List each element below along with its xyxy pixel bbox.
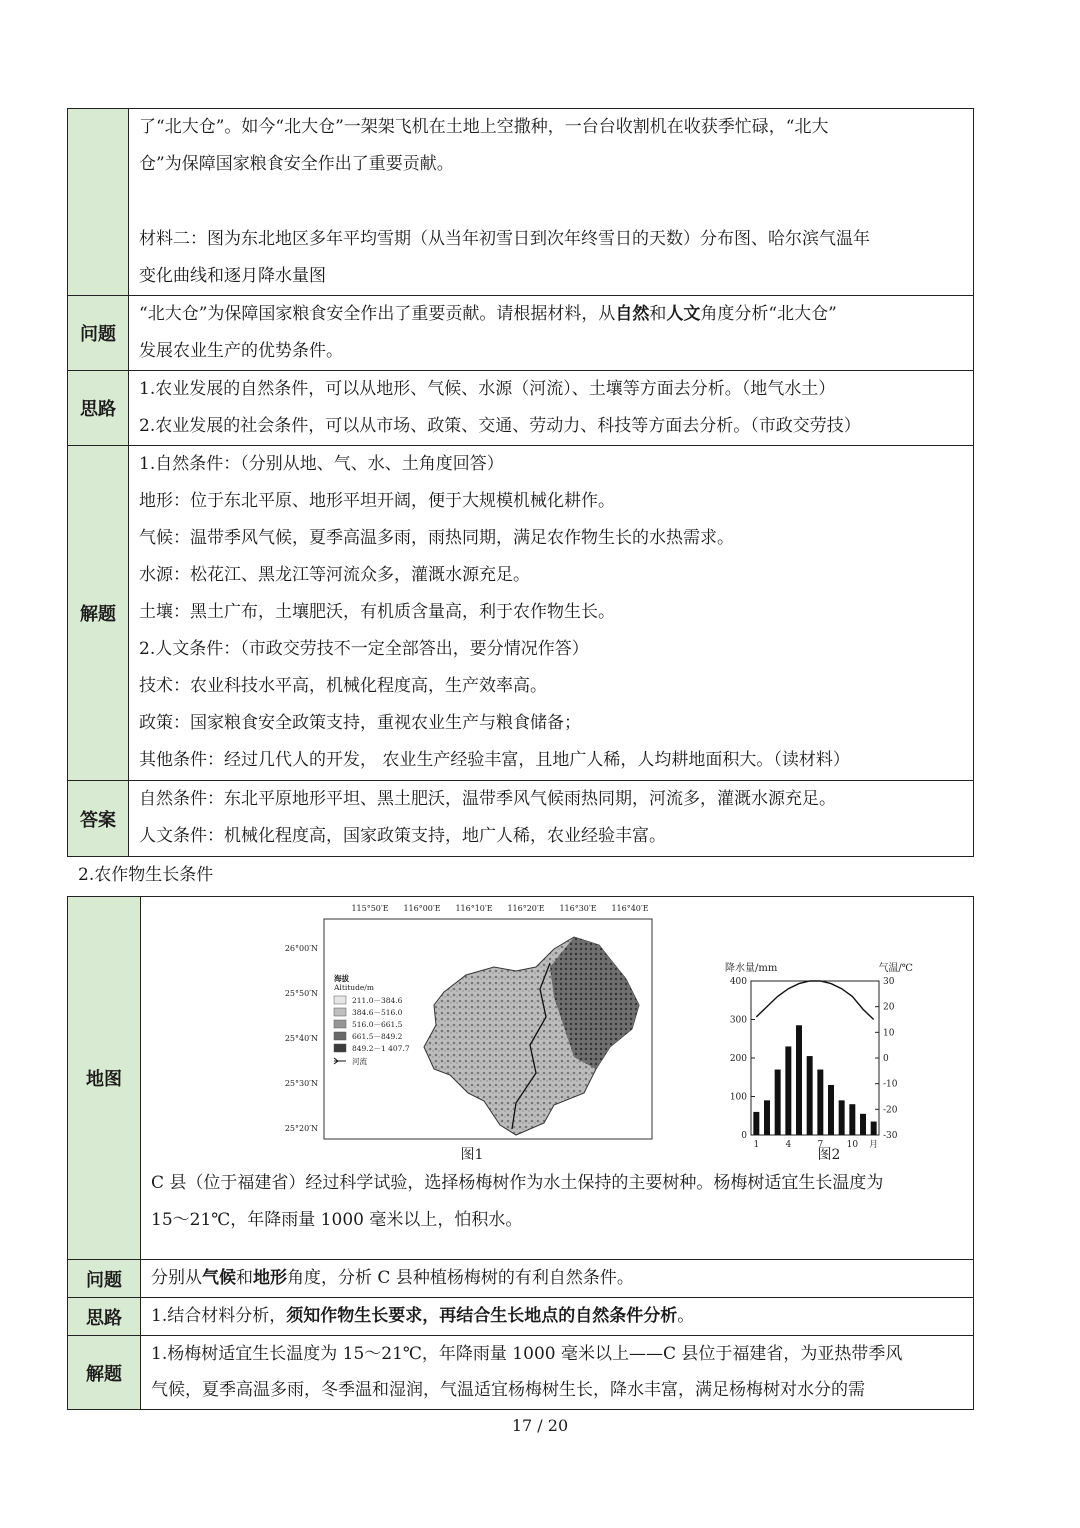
legend-item: 661.5－849.2 bbox=[352, 1032, 403, 1041]
idea-row-2 bbox=[68, 1298, 974, 1336]
material-line: 材料二：图为东北地区多年平均雪期（从当年初雪日到次年终雪日的天数）分布图、哈尔滨气温年 bbox=[139, 229, 870, 249]
material-line: 仓”为保障国家粮食安全作出了重要贡献。 bbox=[139, 154, 454, 174]
map-left-tick: 25°50′N bbox=[284, 989, 318, 998]
map-top-tick: 116°20′E bbox=[507, 904, 545, 913]
material-line: 了“北大仓”。如今“北大仓”一架架飞机在土地上空撒种，一台台收割机在收获季忙碌，“北大 bbox=[139, 117, 829, 137]
legend-item: 384.6－516.0 bbox=[352, 1008, 403, 1017]
map-cell bbox=[141, 897, 974, 1260]
precip-bar bbox=[785, 1046, 791, 1135]
precip-bar bbox=[775, 1070, 781, 1135]
temp-tick-label: 10 bbox=[883, 1028, 895, 1039]
answer-row bbox=[68, 781, 974, 857]
solution-row bbox=[68, 446, 974, 781]
precip-bar bbox=[849, 1104, 855, 1135]
temp-tick-label: 0 bbox=[883, 1054, 889, 1064]
temp-tick-label: -30 bbox=[883, 1131, 898, 1141]
temp-tick-label: 20 bbox=[883, 1002, 895, 1013]
idea-text-2: 1.结合材料分析，须知作物生长要求，再结合生长地点的自然条件分析。 bbox=[141, 1298, 974, 1336]
precip-bar bbox=[871, 1122, 877, 1135]
precip-axis-label: 降水量/mm bbox=[725, 963, 778, 974]
precip-bar bbox=[764, 1100, 770, 1135]
precip-tick-label: 200 bbox=[729, 1054, 747, 1064]
map-top-tick: 116°40′E bbox=[611, 904, 649, 913]
legend-item: 516.0－661.5 bbox=[352, 1020, 403, 1029]
precip-bar bbox=[828, 1085, 834, 1135]
question-row bbox=[68, 296, 974, 371]
material-line: 变化曲线和逐月降水量图 bbox=[139, 266, 326, 286]
legend-river: 河流 bbox=[352, 1057, 367, 1066]
temp-tick-label: -20 bbox=[883, 1105, 898, 1116]
precip-tick-label: 0 bbox=[741, 1131, 747, 1141]
solution-row-2 bbox=[68, 1336, 974, 1410]
map-left-tick: 25°30′N bbox=[284, 1079, 318, 1088]
map-left-tick: 25°20′N bbox=[284, 1124, 318, 1133]
map-top-tick: 115°50′E bbox=[351, 904, 389, 913]
precip-tick-label: 300 bbox=[729, 1015, 747, 1026]
precip-tick-label: 100 bbox=[729, 1092, 747, 1103]
question-label: 问题 bbox=[68, 296, 129, 371]
idea-label: 思路 bbox=[68, 371, 129, 446]
map-top-tick: 116°10′E bbox=[455, 904, 493, 913]
precip-tick-label: 400 bbox=[729, 977, 747, 987]
legend-item: 211.0－384.6 bbox=[352, 996, 403, 1005]
solution-label: 解题 bbox=[68, 446, 129, 781]
river-legend-icon bbox=[334, 1058, 346, 1064]
temp-axis-label: 气温/℃ bbox=[878, 963, 913, 974]
precip-bar bbox=[839, 1100, 845, 1135]
question-text: “北大仓”为保障国家粮食安全作出了重要贡献。请根据材料，从自然和人文角度分析“北大仓” 发展农业生产的优势条件。 bbox=[129, 296, 974, 371]
idea-text: 1.农业发展的自然条件，可以从地形、气候、水源（河流）、土壤等方面去分析。（地气水土） 2.农业发展的社会条件，可以从市场、政策、交通、劳动力、科技等方面去分析。（市政交劳技） bbox=[129, 371, 974, 446]
map-top-tick: 116°00′E bbox=[403, 904, 441, 913]
page-number: 17 / 20 bbox=[511, 1416, 569, 1435]
analysis-table-1 bbox=[67, 108, 974, 857]
figures bbox=[149, 897, 973, 1165]
description-line: 15～21℃，年降雨量 1000 毫米以上，怕积水。 bbox=[151, 1210, 523, 1230]
solution-label-2: 解题 bbox=[68, 1336, 141, 1410]
month-tick-label: 1 bbox=[753, 1140, 760, 1150]
precip-bar bbox=[817, 1070, 823, 1135]
solution-text: 1.自然条件：（分别从地、气、水、土角度回答） 地形：位于东北平原、地形平坦开阔，便于大规模机械化耕作。 气候：温带季风气候，夏季高温多雨，雨热同期，满足农作物生长的水热需求。 水源：松花江、黑龙江等河流众多，灌溉水源充足。 土壤：黑土广布，土壤肥沃，有机质含量高，利于农作物生长。 2.人文条件：（市政交劳技不一定全部答出，要分情况作答） 技术：农业科技水平高，机械化程度高，生产效率高。 政策：国家粮食安全政策支持，重视农业生产与粮食储备； 其他条件：经过几代人的开发， 农业生产经验丰富，且地广人稀，人均耕地面积大。（读材料） bbox=[129, 446, 974, 781]
question-label-2: 问题 bbox=[68, 1260, 141, 1298]
climate-chart bbox=[717, 897, 927, 1165]
map-label: 地图 bbox=[68, 897, 141, 1260]
month-tick-label: 10 bbox=[846, 1140, 859, 1150]
precip-bar bbox=[807, 1056, 813, 1135]
material-row bbox=[68, 109, 974, 296]
answer-label: 答案 bbox=[68, 781, 129, 857]
temperature-curve bbox=[756, 981, 873, 1020]
fig1-caption: 图1 bbox=[460, 1147, 484, 1163]
map-description bbox=[149, 1165, 973, 1239]
map-left-tick: 26°00′N bbox=[284, 944, 318, 953]
material-text bbox=[129, 109, 974, 296]
temp-tick-label: -10 bbox=[883, 1079, 898, 1090]
map-top-tick: 116°30′E bbox=[559, 904, 597, 913]
idea-label-2: 思路 bbox=[68, 1298, 141, 1336]
fig2-caption: 图2 bbox=[817, 1147, 841, 1163]
precip-bar bbox=[860, 1114, 866, 1135]
month-unit-label: 月 bbox=[869, 1140, 879, 1150]
analysis-table-2 bbox=[67, 896, 974, 1410]
precip-bar bbox=[753, 1112, 759, 1135]
terrain-map bbox=[254, 897, 714, 1165]
question-text-2: 分别从气候和地形角度，分析 C 县种植杨梅树的有利自然条件。 bbox=[141, 1260, 974, 1298]
map-row bbox=[68, 897, 974, 1260]
legend-title: 海拔 bbox=[334, 974, 349, 983]
precip-bar bbox=[796, 1025, 802, 1135]
legend-item: 849.2－1 407.7 bbox=[352, 1044, 410, 1053]
legend-subtitle: Altitude/m bbox=[334, 983, 374, 992]
material-label bbox=[68, 109, 129, 296]
question-row-2 bbox=[68, 1260, 974, 1298]
idea-row bbox=[68, 371, 974, 446]
description-line: C 县（位于福建省）经过科学试验，选择杨梅树作为水土保持的主要树种。杨梅树适宜生长温度为 bbox=[151, 1173, 884, 1193]
temp-tick-label: 30 bbox=[883, 977, 895, 987]
solution-text-2: 1.杨梅树适宜生长温度为 15～21℃，年降雨量 1000 毫米以上——C 县位于福建省，为亚热带季风 气候，夏季高温多雨，冬季温和湿润，气温适宜杨梅树生长，降水丰富，满足杨梅树对水分的需 bbox=[141, 1336, 974, 1410]
section-title: 2.农作物生长条件 bbox=[78, 865, 214, 885]
answer-text: 自然条件：东北平原地形平坦、黑土肥沃，温带季风气候雨热同期，河流多，灌溉水源充足。 人文条件：机械化程度高，国家政策支持，地广人稀，农业经验丰富。 bbox=[129, 781, 974, 857]
map-left-tick: 25°40′N bbox=[284, 1034, 318, 1043]
month-tick-label: 4 bbox=[785, 1140, 792, 1150]
month-tick-label: 7 bbox=[817, 1140, 824, 1150]
